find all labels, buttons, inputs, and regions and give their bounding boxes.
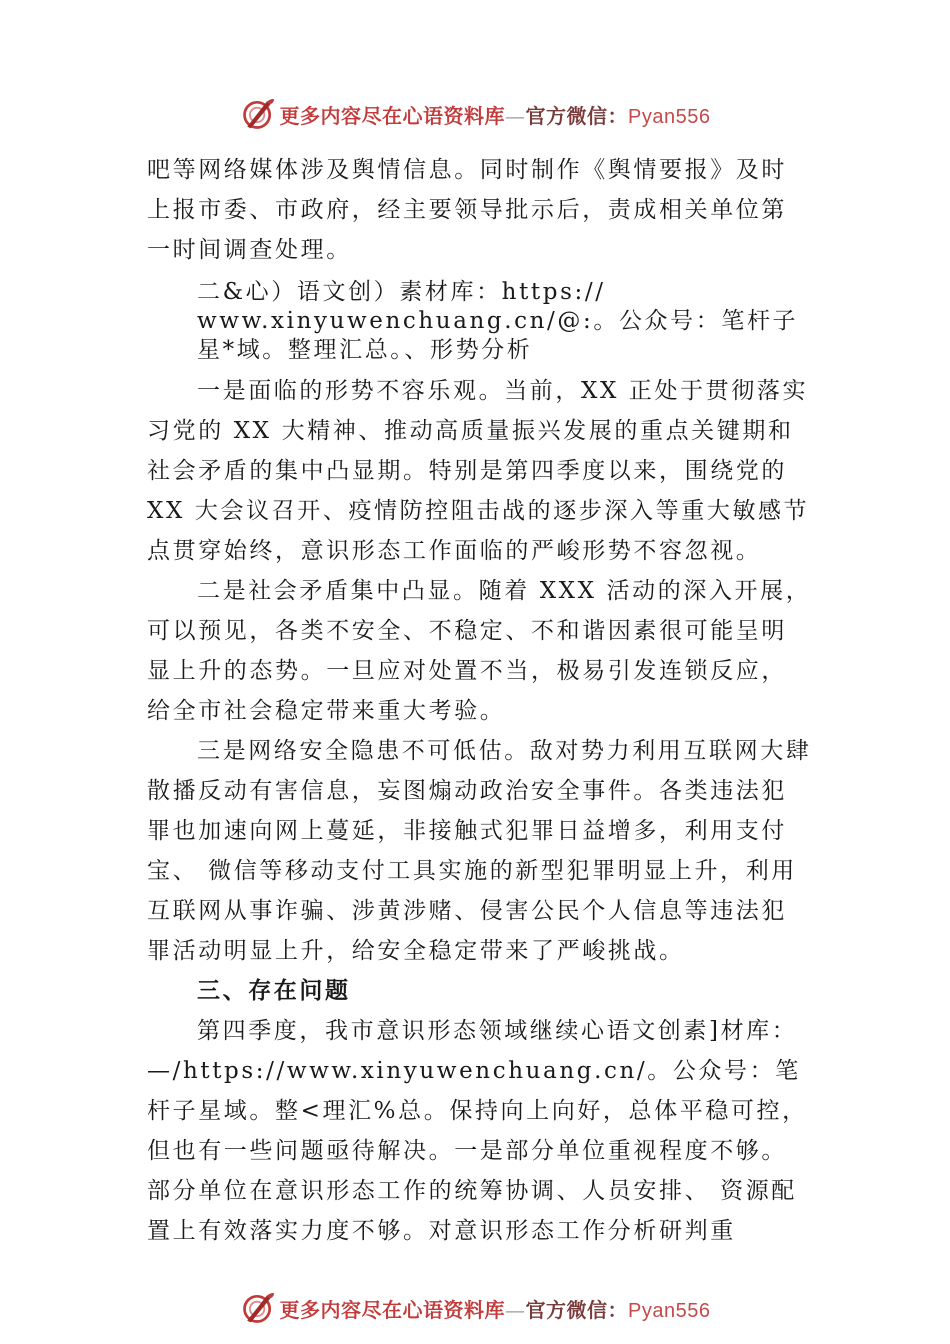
section-heading-problems: 三、存在问题 [197,978,351,1004]
watermark-text [280,100,711,129]
paragraph-section-two-heading: 二&心）语文创）素材库：https:// www.xinyuwenchuang.cn/@:。公众号：笔杆子星*域。整理汇总。、形势分析 [197,279,799,363]
quill-seal-logo-icon [240,1290,276,1326]
header-watermark-banner [0,94,950,134]
watermark-text [280,1294,711,1323]
paragraph-continuation: 吧等网络媒体涉及舆情信息。同时制作《舆情要报》及时上报市委、市政府，经主要领导批示后，责成相关单位第一时间调查处理。 [147,157,787,263]
wechat-label: 官方微信： [525,103,629,128]
paragraph-situation-two: 二是社会矛盾集中凸显。随着 XXX 活动的深入开展，可以预见，各类不安全、不稳定、不和谐因素很可能呈明显上升的态势。一旦应对处置不当，极易引发连锁反应，给全市社会稳定带来重大考验。 [147,578,812,724]
wechat-id: Pyan556 [628,1299,711,1322]
wechat-id: Pyan556 [628,105,711,128]
paragraph-problems: 第四季度，我市意识形态领域继续心语文创素]材库：—/https://www.xinyuwenchuang.cn/。公众号：笔杆子星域。整<理汇%总。保持向上向好，总体平稳可控，但也有一些问题亟待解决。一是部分单位重视程度不够。部分单位在意识形态工作的统筹协调、人员安排、 资源配置上有效落实力度不够。对意识形态工作分析研判重 [147,1018,808,1244]
quill-seal-logo-icon [240,96,276,132]
document-body [147,150,812,1251]
footer-watermark-banner [0,1288,950,1328]
separator: — [505,103,526,128]
wechat-label: 官方微信： [525,1297,629,1322]
separator: — [505,1297,526,1322]
paragraph-situation-one: 一是面临的形势不容乐观。当前，XX 正处于贯彻落实习党的 XX 大精神、推动高质量振兴发展的重点关键期和社会矛盾的集中凸显期。特别是第四季度以来，围绕党的 XX 大会议召开、疫情防控阻击战的逐步深入等重大敏感节点贯穿始终，意识形态工作面临的严峻形势不容忽视。 [147,378,810,564]
library-label: 更多内容尽在心语资料库 [279,103,506,128]
library-label: 更多内容尽在心语资料库 [279,1297,506,1322]
paragraph-situation-three: 三是网络安全隐患不可低估。敌对势力利用互联网大肆散播反动有害信息，妄图煽动政治安全事件。各类违法犯罪也加速向网上蔓延，非接触式犯罪日益增多，利用支付宝、 微信等移动支付工具实施的新型犯罪明显上升，利用互联网从事诈骗、涉黄涉赌、侵害公民个人信息等违法犯罪活动明显上升，给安全稳定带来了严峻挑战。 [147,738,812,964]
